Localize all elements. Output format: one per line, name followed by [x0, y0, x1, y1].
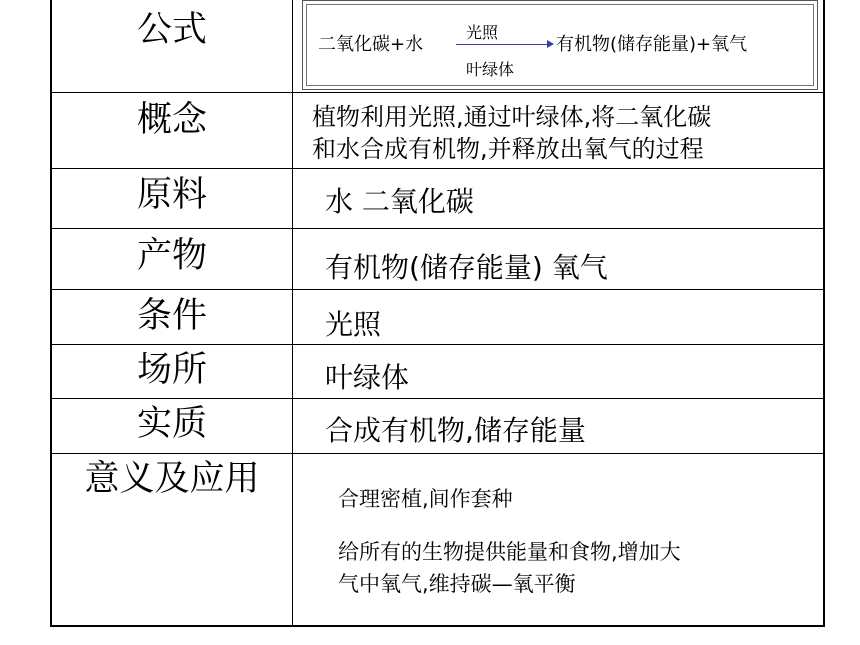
row-divider	[52, 168, 823, 169]
photosynthesis-table	[50, 0, 825, 627]
conditions-value: 光照	[325, 308, 382, 341]
significance-line: 给所有的生物提供能量和食物,增加大	[338, 540, 681, 564]
row-label-raw-materials: 原料	[136, 175, 207, 215]
products-value: 有机物(储存能量) 氧气	[325, 251, 608, 284]
row-divider	[52, 92, 823, 93]
formula-reactants: 二氧化碳+水	[318, 34, 424, 55]
row-label-essence: 实质	[136, 404, 207, 444]
reaction-arrow-icon	[456, 44, 552, 45]
row-label-products: 产物	[136, 236, 207, 276]
concept-line: 和水合成有机物,并释放出氧气的过程	[312, 135, 704, 163]
row-divider	[52, 228, 823, 229]
location-value: 叶绿体	[325, 361, 410, 394]
significance-line: 合理密植,间作套种	[338, 487, 513, 511]
column-divider	[292, 0, 293, 625]
row-label-conditions: 条件	[136, 296, 207, 336]
row-label-concept: 概念	[136, 100, 207, 140]
row-divider	[52, 289, 823, 290]
formula-condition-light: 光照	[466, 23, 499, 42]
raw-materials-value: 水 二氧化碳	[325, 185, 474, 218]
essence-value: 合成有机物,储存能量	[325, 414, 586, 447]
row-label-location: 场所	[136, 350, 207, 390]
formula-condition-chloroplast: 叶绿体	[466, 60, 515, 79]
row-divider	[52, 453, 823, 454]
row-divider	[52, 344, 823, 345]
row-label-significance: 意义及应用	[84, 459, 260, 499]
concept-line: 植物利用光照,通过叶绿体,将二氧化碳	[312, 103, 712, 131]
row-label-formula: 公式	[136, 10, 207, 50]
significance-line: 气中氧气,维持碳—氧平衡	[338, 572, 576, 596]
row-divider	[52, 398, 823, 399]
formula-products: 有机物(储存能量)+氧气	[556, 34, 748, 55]
